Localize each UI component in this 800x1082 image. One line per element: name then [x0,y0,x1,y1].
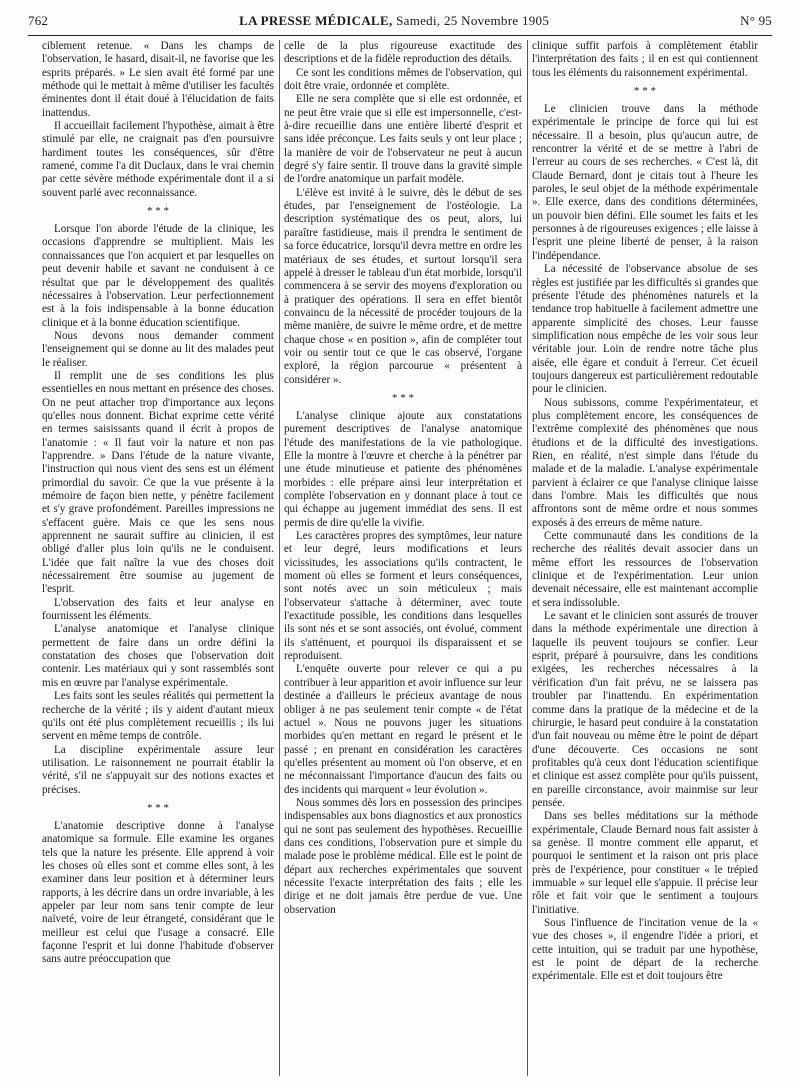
paragraph: L'analyse clinique ajoute aux constatations purement descriptives de l'analyse anatomique l'étude des manifestations de la vie pathologique. Elle la montre à l'œuvre et cherche à la pénétrer par une étude minutieuse et patiente des phénomènes morbides : elle prépare ainsi leur interprétation et complète l'observation en y donnant place à tout ce qui échappe au jugement immédiat des sens. Il est permis de dire qu'elle la vivifie. [284,409,522,529]
paragraph: Le savant et le clinicien sont assurés de trouver dans la méthode expérimentale une direction à laquelle ils peuvent toujours se confier. Leur esprit, préparé à poursuivre, dans les conditions exigées, les recherches nécessaires à la vérification d'un fait prévu, ne se laissera pas troubler par l'inattendu. En expérimentation comme dans la pratique de la médecine et de la chirurgie, le hasard peut conduire à la constatation d'un fait nouveau ou même être le point de départ d'une découverte. Ces occasions ne sont profitables qu'à ceux dont l'éducation scientifique et clinique est assez complète pour qu'ils puissent, en pareille circonstance, avoir mainmise sur leur pensée. [532,610,758,809]
paragraph: L'analyse anatomique et l'analyse clinique permettent de faire dans un ordre défini la constatation des choses que l'observation doit contenir. Les matériaux qui y sont rassemblés sont mis en œuvre par l'analyse expérimentale. [42,623,274,689]
paragraph: Le clinicien trouve dans la méthode expérimentale le principe de force qui lui est nécessaire. Il a besoin, plus qu'aucun autre, de rencontrer la vérité et de se mettre à l'abri de l'erreur au cours de ses recherches. « C'est là, dit Claude Bernard, dont je citais tout à l'heure les paroles, le seul objet de la méthode expérimentale ». Elle exerce, dans des conditions déterminées, un pouvoir bien défini. Elle soumet les faits et les personnes à de rigoureuses exigences ; elle laisse à l'esprit une pleine liberté de penser, à la raison l'indépendance. [532,103,758,262]
column-2 [284,40,522,1076]
column-rule [279,40,280,1076]
paragraph: L'anatomie descriptive donne à l'analyse anatomique sa formule. Elle examine les organes tels que la nature les présente. Elle apprend à voir les choses où elles sont et comme elles sont, à les examiner dans leur position et à déterminer leurs rapports, à les décrire dans un ordre invariable, à les appeler par leur nom sans tenir compte de leur naïveté, voire de leur étrangeté, considérant que le meilleur est celui que l'usage a consacré. Elle façonne l'esprit et lui donne l'habitude d'observer sans autre préoccupation que [42,819,274,966]
page-header [28,13,772,29]
paragraph: La discipline expérimentale assure leur utilisation. Le raisonnement ne pourrait établir la vérité, s'il ne s'appuyait sur des notions exactes et précises. [42,743,274,796]
paragraph: ciblement retenue. « Dans les champs de l'observation, le hasard, disait-il, ne favorise que les esprits préparés. » Le sien avait été formé par une méthode qui le mettait à même d'utiliser les facultés éminentes dont il était doué à l'élucidation de faits inattendus. [42,40,274,119]
paragraph: Sous l'influence de l'incitation venue de la « vue des choses », il engendre l'idée a priori, et cette intuition, qui se traduit par une hypothèse, est le point de départ de la recherche expérimentale. Elle est et doit toujours être [532,917,758,983]
section-separator: * * * [392,391,414,404]
section-separator: * * * [634,85,656,98]
paragraph: Ce sont les conditions mêmes de l'observation, qui doit être vraie, ordonnée et complète. [284,66,522,93]
paragraph: Dans ses belles méditations sur la méthode expérimentale, Claude Bernard nous fait assister à sa genèse. Il montre comment elle apparut, et pourquoi le sentiment et la raison ont pris place près de l'expérience, pour constituer « le trépied immuable » sur lequel elle s'appuie. Il précise leur rôle et fait voir que le sentiment a toujours l'initiative. [532,810,758,916]
paragraph: Il remplit une de ses conditions les plus essentielles en nous mettant en présence des choses. On ne peut attacher trop d'importance aux leçons qu'elles nous donnent. Bichat exprime cette vérité en termes saisissants quand il écrit à propos de l'anatomie : « Il faut voir la nature et non pas l'apprendre. » Dans l'étude de la nature vivante, l'instruction qui nous vient des sens est un élément primordial du savoir. Ce que la vue présente à la mémoire de façon bien nette, y pénètre facilement et s'y grave profondément. Pareilles impressions ne s'effacent guère. Mais ce que les sens nous apprennent ne saurait suffire au clinicien, il est obligé d'aller plus loin qu'ils ne le conduisent. L'idée que fait naître la vue des choses doit nécessairement être soumise au jugement de l'esprit. [42,369,274,596]
issue-number: N° 95 [740,13,772,28]
paragraph: celle de la plus rigoureuse exactitude des descriptions et de la fidèle reproduction des détails. [284,40,522,66]
paragraph: Nous subissons, comme l'expérimentateur, et plus complètement encore, les conséquences de l'extrême complexité des phénomènes que nous étudions et de la difficulté des investigations. Rien, en réalité, n'est simple dans l'étude du malade et de la maladie. L'analyse expérimentale parvient à éclairer ce que l'analyse clinique laisse dans l'ombre. Mais les difficultés que nous affrontons sont de même ordre et nous sommes exposés à des erreurs de même nature. [532,396,758,529]
paragraph: Elle ne sera complète que si elle est ordonnée, et ne peut être vraie que si elle est impersonnelle, c'est-à-dire recueillie dans une entière liberté d'esprit et sans idée préconçue. Les faits seuls y ont leur place ; la manière de voir de l'observateur ne peut à aucun degré s'y faire sentir. Il trouve dans la gravité simple de l'ordre anatomique un parfait modèle. [284,93,522,186]
paragraph: Cette communauté dans les conditions de la recherche des réalités devait associer dans un même effort les ressources de l'observation clinique et de l'expérimentation. Leur union devenait nécessaire, elle est maintenant accomplie et sera indissoluble. [532,530,758,609]
column-1 [42,40,274,1076]
paragraph: Nous sommes dès lors en possession des principes indispensables aux bons diagnostics et aux pronostics qui ne sont pas seulement des hypothèses. Recueillie dans ces conditions, l'observation pure et simple du malade pose le problème médical. Elle est le point de départ aux recherches expérimentales que souvent nécessite l'exacte interprétation des faits ; elle les dirige et ne doit jamais être perdue de vue. Une observation [284,796,522,916]
journal-title [239,13,549,29]
journal-name: LA PRESSE MÉDICALE, [239,13,393,28]
paragraph: L'observation des faits et leur analyse en fournissent les éléments. [42,596,274,623]
column-3 [532,40,758,1076]
section-separator: * * * [147,801,169,814]
paragraph: L'élève est invité à le suivre, dès le début de ses études, par l'enseignement de l'ostéologie. La description systématique des os peut, alors, lui paraître fastidieuse, mais il prendra le sentiment de sa force éducatrice, lorsqu'il devra mettre en ordre les matériaux de ses études, et surtout lorsqu'il sera appelé à dresser le tableau d'un état morbide, lorsqu'il commencera à se servir des moyens d'exploration ou à pratiquer des opérations. Il sera en effet bientôt convaincu de la nécessité de procéder toujours de la même manière, de suivre le même ordre, et de mettre chaque chose « en position », afin de compléter tout voir ou sentir tout ce que le cas observé, l'organe exploré, la région parcourue « présentent à considérer ». [284,186,522,386]
paragraph: Les faits sont les seules réalités qui permettent la recherche de la vérité ; ils y aident d'autant mieux qu'ils ont été plus complètement recueillis ; ils lui servent en même temps de contrôle. [42,690,274,743]
column-rule [527,40,528,1076]
paragraph: Il accueillait facilement l'hypothèse, aimait à être stimulé par elle, ne craignait pas d'en poursuivre hardiment toutes les conséquences, sûr d'être ramené, comme l'a dit Duclaux, dans le vrai chemin par cette sévère méthode expérimentale dont il a si souvent parlé avec reconnaissance. [42,120,274,199]
paragraph: L'enquête ouverte pour relever ce qui a pu contribuer à leur apparition et avoir influence sur leur destinée a d'ailleurs le précieux avantage de nous obliger à ne pas seulement tenir compte « de l'état actuel ». Nous ne pouvons juger les situations morbides qu'en mettant en regard le présent et le passé ; en prenant en considération les caractères qu'elles présentent au moment où l'on observe, et en ne méconnaissant l'importance d'aucun des faits ou des incidents qui marquent « leur évolution ». [284,663,522,796]
paragraph: La nécessité de l'observance absolue de ses règles est justifiée par les difficultés si grandes que présente l'étude des phénomènes naturels et la tendance trop habituelle à facilement admettre une apparente simplicité des choses. Leur fausse simplification nous empêche de les voir sous leur véritable jour. Loin de rendre notre tâche plus aisée, elle égare et conduit à l'erreur. Cet écueil toujours dangereux est particulièrement redoutable pour le clinicien. [532,263,758,396]
paragraph: Lorsque l'on aborde l'étude de la clinique, les occasions d'apprendre se multiplient. Mais les connaissances que l'on acquiert et par lesquelles on peut devenir habile et savant ne conduisent à ce résultat que par le développement des qualités nécessaires à l'observation. Leur perfectionnement est à la fois indispensable à la bonne éducation clinique et à la bonne éducation scientifique. [42,223,274,329]
page-number: 762 [28,13,49,28]
issue-date: Samedi, 25 Novembre 1905 [396,13,550,28]
paragraph: Nous devons nous demander comment l'enseignement qui se donne au lit des malades peut le réaliser. [42,329,274,369]
paragraph: clinique suffit parfois à complètement établir l'interprétation des faits ; il en est qui contiennent tous les éléments du raisonnement expérimental. [532,40,758,79]
header-rule [28,35,772,36]
section-separator: * * * [147,205,169,218]
paragraph: Les caractères propres des symptômes, leur nature et leur degré, leurs modifications et leurs vicissitudes, les associations qu'ils contractent, le moment où elles se forment et leurs conséquences, sont notés avec un soin méticuleux ; mais l'observateur s'attache à déterminer, avec toute l'exactitude possible, les conditions dans lesquelles ils sont nés et se sont associés, ont évolué, comment ils s'atténuent, et pourquoi ils disparaissent et se reproduisent. [284,530,522,663]
